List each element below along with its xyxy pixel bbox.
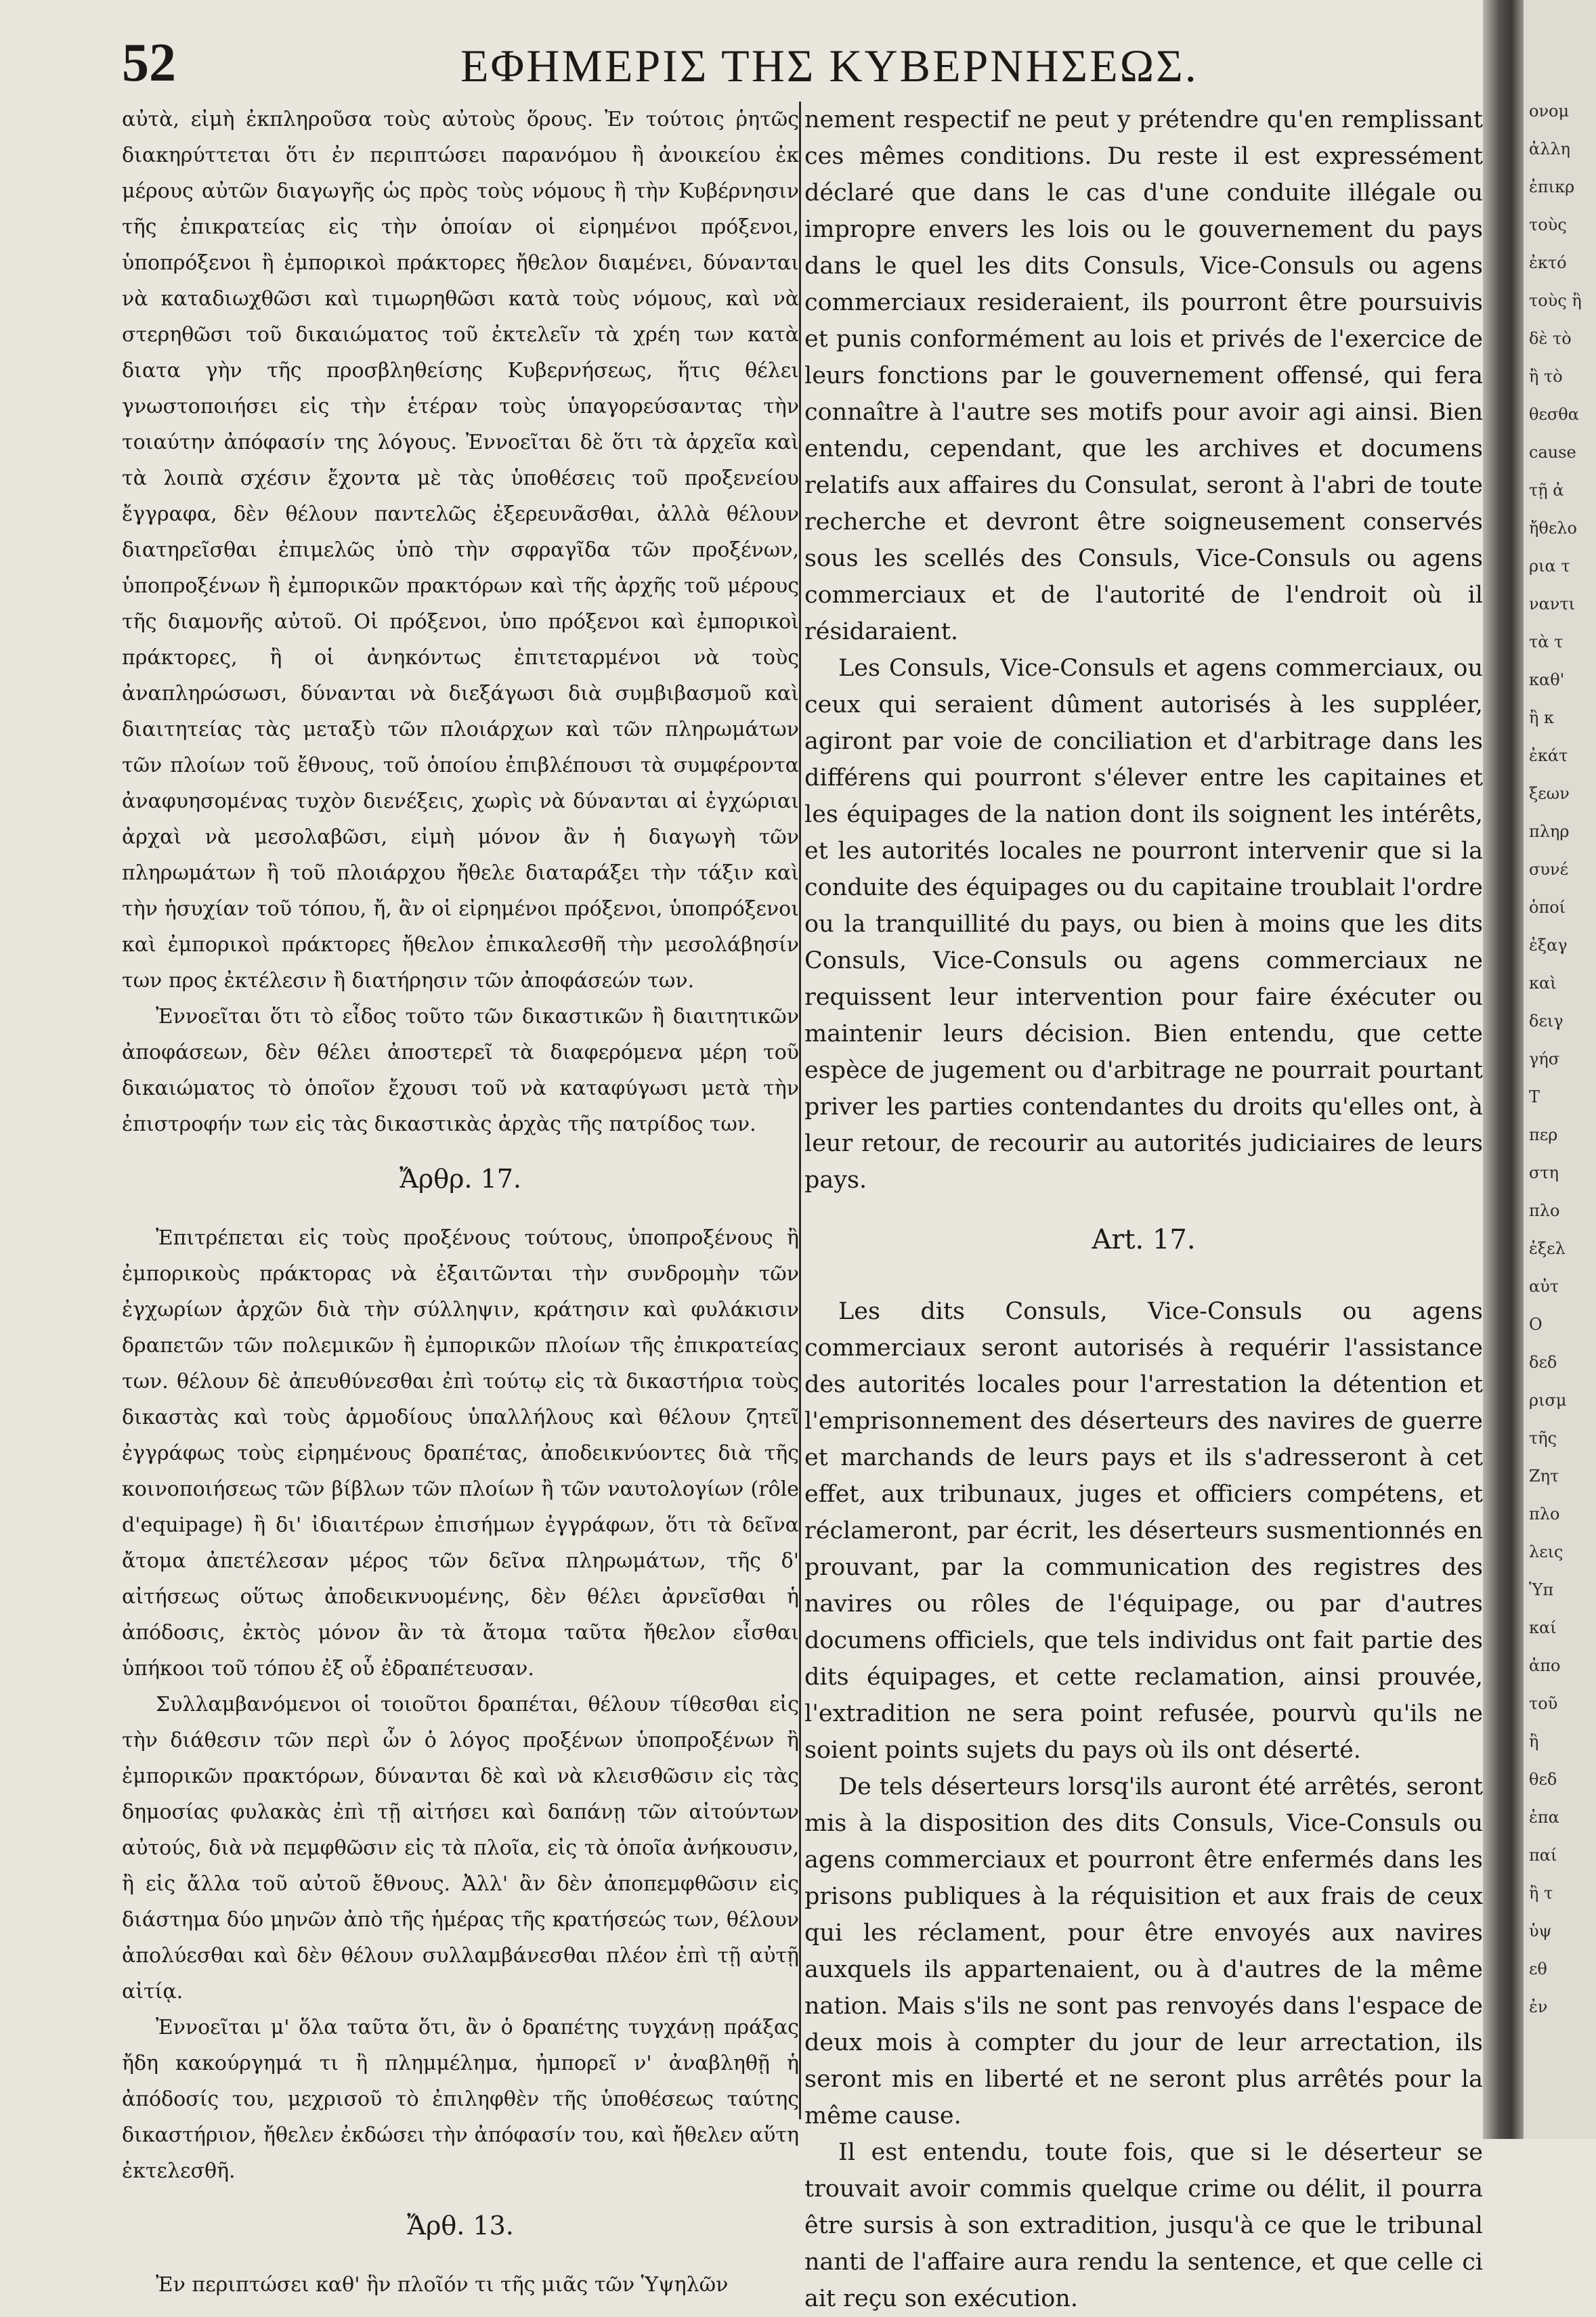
french-paragraph: De tels déserteurs lorsq'ils auront été arrêtés, seront mis à la disposition des dits Consuls, Vice-Consuls ou agens commerciaux et pourront être enfermés dans les prisons publiques à la réquisition et aux frais de ceux qui les réclament, pour être envoyés aux navires auxquels ils appartenaient, ou à d'autres de la même nation. Mais s'ils ne sont pas renvoyés dans l'espace de deux mois à compter du jour de leur arrectation, ils seront mis en liberté et ne seront plus arrêtés pour la même cause. [804,1773,1483,2129]
adjacent-page-fragment: Τ [1529,1087,1540,1106]
adjacent-page-fragment: Ο [1529,1315,1543,1334]
adjacent-page-fragment: ρια τ [1529,557,1570,576]
adjacent-page-fragment: τοῦ [1529,1694,1558,1713]
adjacent-page-fragment: δειγ [1529,1012,1563,1031]
column-divider [799,102,801,2119]
adjacent-page-edge [1524,0,1596,2139]
french-paragraph: Il est entendu, toute fois, que si le déserteur se trouvait avoir commis quelque crime ou délit, il pourra être sursis à son extradition, jusqu'à ce que le tribunal nanti de l'affaire aura rendu la sentence, et que celle ci ait reçu son exécution. [804,2139,1483,2312]
greek-paragraph: Συλλαμβανόμενοι οἱ τοιοῦτοι δραπέται, θέλουν τίθεσθαι εἰς τὴν διάθεσιν τῶν περὶ ὧν ὁ λόγος προξένων ὑποπροξένων ἢ ἐμπορικῶν πρακτόρων, δύνανται δὲ καὶ νὰ κλεισθῶσιν εἰς τὰς δημοσίας φυλακὰς ἐπὶ τῇ αἰτήσει καὶ δαπάνῃ τῶν αἰτούντων αὐτούς, διὰ νὰ πεμφθῶσιν εἰς τὰ πλοῖα, εἰς τὰ ὁποῖα ἀνήκουσιν, ἢ εἰς ἄλλα τοῦ αὐτοῦ ἔθνους. Ἀλλ' ἂν δὲν ἀποπεμφθῶσιν εἰς διάστημα δύο μηνῶν ἀπὸ τῆς ἡμέρας τῆς κρατήσεώς των, θέλουν ἀπολύεσθαι καὶ δὲν θέλουν συλλαμβάνεσθαι πλέον ἐπὶ τῇ αὐτῇ αἰτίᾳ. [122,1693,799,2004]
adjacent-page-fragment: ἢ τ [1529,1884,1553,1903]
adjacent-page-fragment: γήσ [1529,1049,1560,1068]
adjacent-page-fragment: ἢ κ [1529,708,1555,727]
french-column [804,102,1483,2312]
adjacent-page-fragment: Ζητ [1529,1467,1559,1486]
page-number: 52 [122,33,176,93]
adjacent-page-fragment: ἀπο [1529,1656,1561,1675]
adjacent-page-fragment: cause [1529,443,1576,462]
adjacent-page-fragment: ἐξελ [1529,1239,1566,1258]
greek-article-heading: Ἄρθρ. 17. [399,1164,522,1194]
adjacent-page-fragment: ονομ [1529,102,1570,121]
adjacent-page-fragment: ρισμ [1529,1391,1567,1410]
greek-paragraph: Ἐν περιπτώσει καθ' ἣν πλοῖόν τι τῆς μιᾶς τῶν Ὑψηλῶν [156,2273,729,2297]
adjacent-page-fragment: πλο [1529,1504,1560,1523]
adjacent-page-fragment: παί [1529,1846,1557,1865]
adjacent-page-fragment: τοὺς ἢ [1529,291,1582,310]
greek-paragraph: Ἐννοεῖται ὅτι τὸ εἶδος τοῦτο τῶν δικαστικῶν ἢ διαιτητικῶν ἀποφάσεων, δὲν θέλει ἀποστερεῖ τὰ διαφερόμενα μέρη τοῦ δικαιώματος τὸ ὁποῖον ἔχουσι τοῦ νὰ καταφύγωσι μετὰ τὴν ἐπιστροφήν των εἰς τὰς δικαστικὰς ἀρχὰς τῆς πατρίδος των. [122,1005,799,1136]
french-paragraph: Les dits Consuls, Vice-Consuls ou agens commerciaux seront autorisés à requérir l'assistance des autorités locales pour l'arrestation la détention et l'emprisonnement des déserteurs des navires de guerre et marchands de leurs pays et ils s'adresseront à cet effet, aux tribunaux, juges et officiers compétens, et réclameront, par écrit, les déserteurs susmentionnés en prouvant, par la communication des registres des navires ou rôles de l'équipage, ou par d'autres documens officiels, que tels individus ont fait partie des dits équipages, et cette reclamation, ainsi prouvée, l'extradition ne sera point refusée, pourvù qu'ils ne soient points sujets du pays où ils ont déserté. [804,1298,1483,1764]
adjacent-page-fragment: ναντι [1529,594,1576,613]
adjacent-page-fragment: ἐξαγ [1529,936,1568,955]
adjacent-page-fragment: ἐπα [1529,1808,1559,1827]
adjacent-page-fragment: ξεων [1529,784,1570,803]
adjacent-page-fragment: πλο [1529,1201,1560,1220]
adjacent-page-fragment: τὰ τ [1529,632,1563,651]
adjacent-page-fragment: συνέ [1529,860,1568,879]
adjacent-page-fragment: αὐτ [1529,1277,1559,1296]
adjacent-page-fragment: πληρ [1529,822,1570,841]
french-article-heading: Art. 17. [1092,1224,1196,1255]
adjacent-page-fragment: ἐπικρ [1529,177,1575,196]
adjacent-page-fragment: δεδ [1529,1353,1557,1372]
page-gutter-shadow [1483,0,1524,2139]
adjacent-page-fragment: ὑψ [1529,1922,1552,1941]
adjacent-page-fragment: καθ' [1529,670,1565,689]
greek-paragraph: Ἐπιτρέπεται εἰς τοὺς προξένους τούτους, ὑποπροξένους ἢ ἐμπορικοὺς πράκτορας νὰ ἐξαιτῶνται τὴν συνδρομὴν τῶν ἐγχωρίων ἀρχῶν διὰ τὴν σύλληψιν, κράτησιν καὶ φυλάκισιν δραπετῶν τῶν πολεμικῶν ἢ ἐμπορικῶν πλοίων τῆς ἐπικρατείας των. θέλουν δὲ ἀπευθύνεσθαι ἐπὶ τούτῳ εἰς τὰ δικαστήρια τοὺς δικαστὰς καὶ τοὺς ἁρμοδίους ὑπαλλήλους καὶ θέλουν ζητεῖ ἐγγράφως τοὺς εἰρημένους δραπέτας, ἀποδεικνύοντες διὰ τῆς κοινοποιήσεως τῶν βίβλων τῶν πλοίων ἢ τῶν ναυτολογίων (rôle d'equipage) ἢ δι' ἰδιαιτέρων ἐπισήμων ἐγγράφων, ὅτι τὰ δεῖνα ἄτομα ἀπετέλεσαν μέρος τῶν δεῖνα πληρωμάτων, τῆς δ' αἰτήσεως οὕτως ἀποδεικνυομένης, δὲν θέλει ἀρνεῖσθαι ἡ ἀπόδοσις, ἐκτὸς μόνον ἂν τὰ ἄτομα ταῦτα ἤθελον εἶσθαι ὑπήκοοι τοῦ τόπου ἐξ οὗ ἐδραπέτευσαν. [122,1226,799,1681]
adjacent-page-fragment: ἀλλη [1529,139,1571,158]
adjacent-page-fragment: εθ [1529,1959,1547,1978]
adjacent-page-fragment: τοὺς [1529,215,1567,234]
greek-article-heading: Ἄρθ. 13. [407,2211,514,2240]
page-header [0,20,1596,108]
adjacent-page-fragment: λεις [1529,1542,1563,1561]
french-paragraph: Les Consuls, Vice-Consuls et agens commerciaux, ou ceux qui seraient dûment autorisés à les suppléer, agiront par voie de conciliation et d'arbitrage dans les différens qui pourront s'élever entre les capitaines et les équipages de la nation dont ils soignent les intérêts, et les autorités locales ne pourront intervenir que si la conduite des équipages ou du capitaine troublait l'ordre ou la tranquillité du pays, ou bien à moins que les dits Consuls, Vice-Consuls ou agens commerciaux ne requissent leur intervention pour faire éxécuter ou maintenir leurs décision. Bien entendu, que cette espèce de jugement ou d'arbitrage ne pourrait pourtant priver les parties contendantes du droits qu'elles ont, à leur retour, de recourir au autorités judiciaires de leurs pays. [804,655,1483,1194]
adjacent-page-fragment: ἢ τὸ [1529,367,1563,386]
greek-column [122,102,799,2297]
adjacent-page-fragment: θεδ [1529,1770,1557,1789]
adjacent-page-fragment: καὶ [1529,974,1557,993]
greek-paragraph: αὐτὰ, εἰμὴ ἐκπληροῦσα τοὺς αὐτοὺς ὅρους. Ἐν τούτοις ῥητῶς διακηρύττεται ὅτι ἐν περιπτώσει παρανόμου ἢ ἀνοικείου ἐκ μέρους αὐτῶν διαγωγῆς ὡς πρὸς τοὺς νόμους ἢ τὴν Κυβέρνησιν τῆς ἐπικρατείας εἰς τὴν ὁποίαν οἱ εἰρημένοι πρόξενοι, ὑποπρόξενοι ἢ ἐμπορικοὶ πράκτορες ἤθελον διαμένει, δύνανται νὰ καταδιωχθῶσι καὶ τιμωρηθῶσι κατὰ τοὺς νόμους, καὶ νὰ στερηθῶσι τοῦ δικαιώματος τοῦ ἐκτελεῖν τὰ χρέη των κατὰ διατα γὴν τῆς προσβληθείσης Κυβερνήσεως, ἥτις θέλει γνωστοποιήσει εἰς τὴν ἑτέραν τοὺς ὑπαγορεύσαντας τὴν τοιαύτην ἀπόφασίν της λόγους. Ἐννοεῖται δὲ ὅτι τὰ ἀρχεῖα καὶ τὰ λοιπὰ σχέσιν ἔχοντα μὲ τὰς ὑποθέσεις τοῦ προξενείου ἔγγραφα, δὲν θέλουν παντελῶς ἐξερευνᾶσθαι, ἀλλὰ θέλουν διατηρεῖσθαι ἐπιμελῶς ὑπὸ τὴν σφραγῖδα τῶν προξένων, ὑποπροξένων ἢ ἐμπορικῶν πρακτόρων καὶ τῆς ἀρχῆς τοῦ μέρους τῆς διαμονῆς αὐτοῦ. Οἱ πρόξενοι, ὑπο πρόξενοι καὶ ἐμπορικοὶ πράκτορες, ἢ οἱ ἀνηκόντως ἐπιτεταρμένοι νὰ τοὺς ἀναπληρώσωσι, δύνανται νὰ διεξάγωσι διὰ συμβιβασμοῦ καὶ διαιτητείας τὰς μεταξὺ τῶν πλοιάρχων καὶ τῶν πληρωμάτων τῶν πλοίων τοῦ ἔθνους, τοῦ ὁποίου ἐπιβλέπουσι τὰ συμφέροντα ἀναφυησομένας τυχὸν διενέξεις, χωρὶς νὰ δύνανται αἱ ἐγχώριαι ἀρχαὶ νὰ μεσολαβῶσι, εἰμὴ μόνον ἂν ἡ διαγωγὴ τῶν πληρωμάτων ἢ τοῦ πλοιάρχου ἤθελε διαταράξει τὴν τάξιν καὶ τὴν ἡσυχίαν τοῦ τόπου, ἤ, ἂν οἱ εἰρημένοι πρόξενοι, ὑποπρόξενοι καὶ ἐμπορικοὶ πράκτορες ἤθελον ἐπικαλεσθῆ τὴν μεσολάβησίν των προς ἐκτέλεσιν ἢ διατήρησιν τῶν ἀποφάσεών των. [122,108,799,993]
adjacent-page-fragment: ἐν [1529,1997,1548,2016]
adjacent-page-fragment: καί [1529,1618,1557,1637]
greek-paragraph: Ἐννοεῖται μ' ὅλα ταῦτα ὅτι, ἂν ὁ δραπέτης τυγχάνῃ πράξας ἤδη κακούργημά τι ἢ πλημμέλημα, ἠμπορεῖ ν' ἀναβληθῇ ἡ ἀπόδοσίς του, μεχρισοῦ τὸ ἐπιληφθὲν τῆς ὑποθέσεως ταύτης δικαστήριον, ἤθελεν ἐκδώσει τὴν ἀπόφασίν του, καὶ ἤθελεν αὕτη ἐκτελεσθῆ. [122,2016,799,2183]
adjacent-page-fragment: ἤθελο [1529,519,1577,538]
page-title: ΕΦΗΜΕΡΙΣ ΤΗΣ ΚΥΒΕΡΝΗΣΕΩΣ. [460,40,1199,91]
adjacent-page-fragment: ἢ [1529,1732,1539,1751]
adjacent-page-fragment: ἐκάτ [1529,746,1568,765]
adjacent-page-fragment: περ [1529,1125,1558,1144]
adjacent-page-fragment: Ὑπ [1529,1580,1554,1599]
french-paragraph: nement respectif ne peut y prétendre qu'en remplissant ces mêmes conditions. Du reste il est expressément déclaré que dans le cas d'une conduite illégale ou impropre envers les lois ou le gouvernement du pays dans le quel les dits Consuls, Vice-Consuls ou agens commerciaux resideraient, ils pourront être poursuivis et punis conformément au lois et privés de l'exercice de leurs fonctions par le gouvernement offensé, qui fera connaître à l'autre ses motifs pour avoir agi ainsi. Bien entendu, cependant, que les archives et documens relatifs aux affaires du Consulat, seront à l'abri de toute recherche et devront être soigneusement conservés sous les scellés des Consuls, Vice-Consuls ou agens commerciaux et de l'autorité de l'endroit où il résidaraient. [804,106,1483,645]
adjacent-page-fragment: τῇ ἀ [1529,481,1564,500]
adjacent-page-fragment: θεσθα [1529,405,1579,424]
adjacent-page-fragment: τῆς [1529,1429,1557,1448]
adjacent-page-fragment: ὁποί [1529,898,1566,917]
adjacent-page-fragment: δὲ τὸ [1529,329,1572,348]
adjacent-page-fragment: στη [1529,1163,1559,1182]
adjacent-page-fragment: ἐκτό [1529,253,1567,272]
